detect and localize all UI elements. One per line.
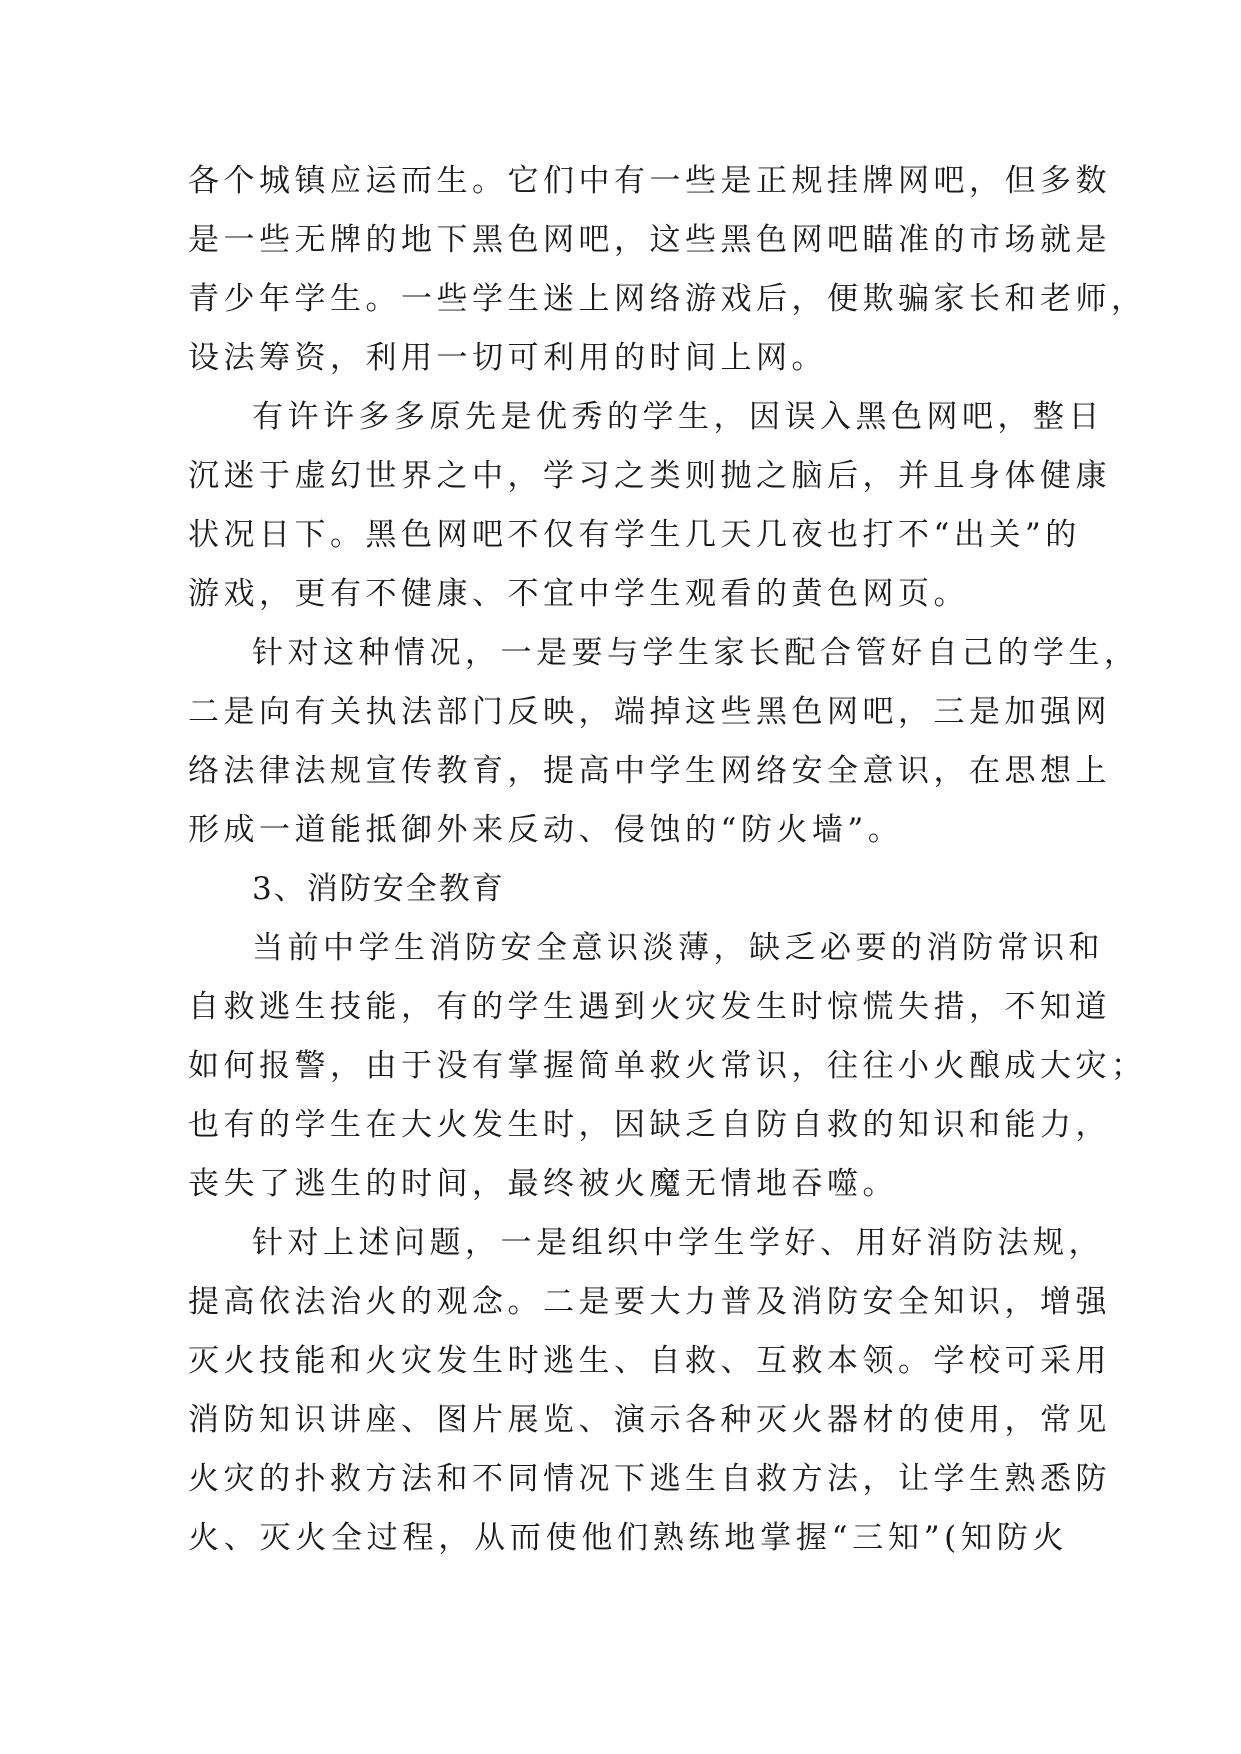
document-body — [188, 152, 1147, 1568]
text-line: 设法筹资，利用一切可利用的时间上网。 — [188, 340, 827, 376]
text-line: 形成一道能抵御外来反动、侵蚀的“防火墙”。 — [188, 812, 904, 848]
text-line: 有许许多多原先是优秀的学生，因误入黑色网吧，整日 — [252, 399, 1104, 435]
text-line: 也有的学生在大火发生时，因缺乏自防自救的知识和能力， — [188, 1107, 1111, 1143]
text-line: 针对上述问题，一是组织中学生学好、用好消防法规， — [252, 1225, 1104, 1261]
text-line: 灭火技能和火灾发生时逃生、自救、互救本领。学校可采用 — [188, 1343, 1111, 1379]
text-line: 自救逃生技能，有的学生遇到火灾发生时惊慌失措，不知道 — [188, 989, 1111, 1025]
text-line: 沉迷于虚幻世界之中，学习之类则抛之脑后，并且身体健康 — [188, 458, 1111, 494]
text-line: 青少年学生。一些学生迷上网络游戏后，便欺骗家长和老师， — [188, 281, 1147, 317]
text-line: 如何报警，由于没有掌握简单救火常识，往往小火酿成大灾； — [188, 1048, 1147, 1084]
text-line: 火灾的扑救方法和不同情况下逃生自救方法，让学生熟悉防 — [188, 1461, 1111, 1497]
text-line: 各个城镇应运而生。它们中有一些是正规挂牌网吧，但多数 — [188, 163, 1111, 199]
text-line: 二是向有关执法部门反映，端掉这些黑色网吧，三是加强网 — [188, 694, 1111, 730]
text-line: 是一些无牌的地下黑色网吧，这些黑色网吧瞄准的市场就是 — [188, 222, 1111, 258]
text-line: 络法律法规宣传教育，提高中学生网络安全意识，在思想上 — [188, 753, 1111, 789]
text-line: 当前中学生消防安全意识淡薄，缺乏必要的消防常识和 — [252, 930, 1104, 966]
text-line: 火、灭火全过程，从而使他们熟练地掌握“三知”(知防火 — [188, 1520, 1068, 1556]
text-line: 提高依法治火的观念。二是要大力普及消防安全知识，增强 — [188, 1284, 1111, 1320]
text-line: 游戏，更有不健康、不宜中学生观看的黄色网页。 — [188, 576, 969, 612]
text-line: 消防知识讲座、图片展览、演示各种灭火器材的使用，常见 — [188, 1402, 1111, 1438]
section-heading: 3、消防安全教育 — [252, 871, 505, 907]
text-line: 针对这种情况，一是要与学生家长配合管好自己的学生， — [252, 635, 1140, 671]
text-line: 状况日下。黑色网吧不仅有学生几天几夜也打不“出关”的 — [188, 517, 1081, 553]
text-line: 丧失了逃生的时间，最终被火魔无情地吞噬。 — [188, 1166, 898, 1202]
